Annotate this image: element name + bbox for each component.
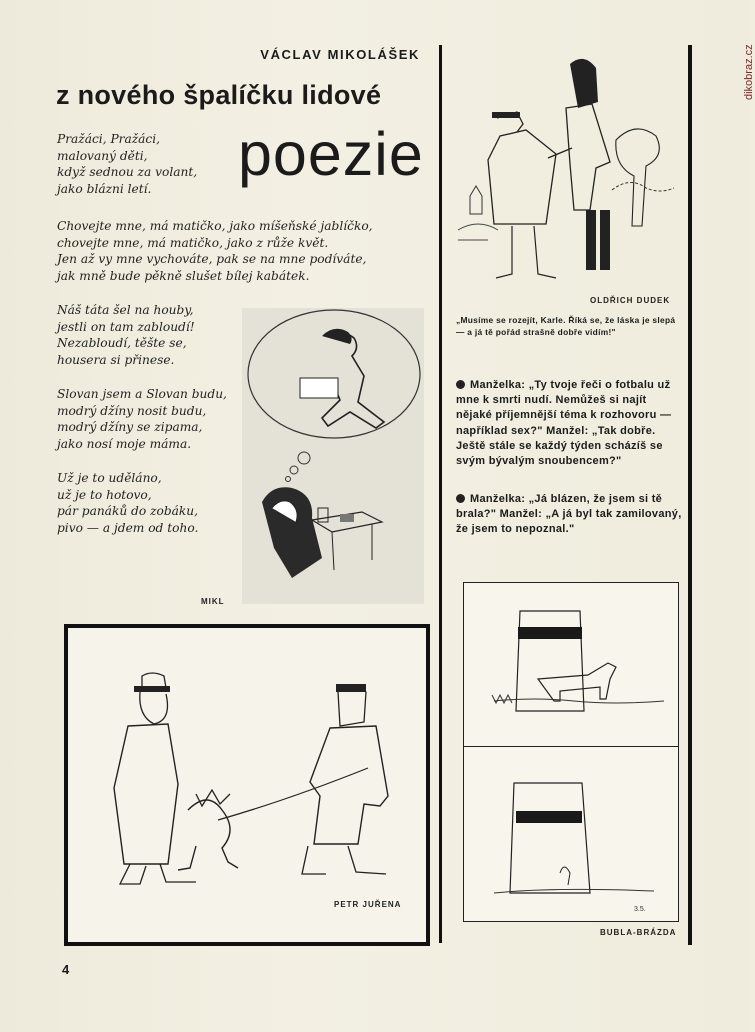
- verse-line: jak mně bude pěkně slušet bílej kabátek.: [57, 268, 310, 283]
- jurena-drawing: [68, 628, 426, 942]
- verse-line: už je to hotovo,: [57, 487, 152, 502]
- bullet-icon: [456, 380, 465, 389]
- bullet-icon: [456, 494, 465, 503]
- verse-line: Jen až vy mne vychováte, pak se na mne podíváte,: [57, 252, 367, 266]
- verse-line: housera si přinese.: [57, 352, 175, 367]
- verse-line: chovejte mne, má matičko, jako z růže květ.: [57, 235, 329, 250]
- joke-2-text: Manželka: „Já blázen, že jsem si tě brala?" Manžel: „A já byl tak zamilovaný, že jsem to nepoznal.": [456, 493, 682, 536]
- credit-bubla-brazda: BUBLA-BRÁZDA: [600, 928, 677, 937]
- panel-bottom-drawing: [464, 747, 678, 921]
- verse-line: modrý džíny se zipama,: [57, 420, 203, 434]
- verse-line: Pražáci, Pražáci,: [57, 132, 161, 146]
- watermark-text: dikobraz.cz: [743, 44, 755, 100]
- joke-2: [456, 492, 684, 538]
- author-name: VÁCLAV MIKOLÁŠEK: [260, 47, 420, 62]
- panel-signature: 3.5.: [634, 906, 646, 913]
- verse-line: malovaný děti,: [57, 148, 148, 163]
- credit-jurena: PETR JUŘENA: [334, 900, 402, 909]
- credit-dudek: OLDŘICH DUDEK: [590, 296, 671, 305]
- verse-line: Nezabloudí, těšte se,: [57, 336, 187, 350]
- cartoon-panel-bottom: [463, 746, 679, 922]
- verse-line: Slovan jsem a Slovan budu,: [57, 387, 227, 401]
- panel-top-drawing: [464, 583, 678, 747]
- verse-line: když sednou za volant,: [57, 165, 198, 179]
- cartoon-panel-top: [463, 582, 679, 748]
- verse-line: pivo — a jdem od toho.: [57, 520, 199, 535]
- jurena-cartoon-frame: [64, 624, 430, 946]
- verse-line: pár panáků do zobáku,: [57, 504, 199, 518]
- verse-line: jako blázni letí.: [57, 181, 152, 196]
- cartoon-caption: „Musíme se rozejít, Karle. Říká se, že láska je slepá — a já tě pořád strašně dobře vidím!": [456, 315, 676, 337]
- verse-line: modrý džíny nosit budu,: [57, 403, 207, 418]
- joke-1: [456, 378, 684, 469]
- credit-mikl: MIKL: [201, 597, 225, 606]
- verse-line: Už je to uděláno,: [57, 471, 162, 485]
- joke-1-text: Manželka: „Ty tvoje řeči o fotbalu už mne k smrti nudí. Nemůžeš si najít nějaké příjemnější téma k rozhovoru — například sex?" Manžel: „Tak dobře. Ještě stále se každý týden scházíš se svým bývalým snoubencem?": [456, 379, 672, 468]
- verse-line: Náš táta šel na houby,: [57, 303, 194, 317]
- article-title: z nového špalíčku lidové: [56, 80, 382, 110]
- verse-line: jestli on tam zabloudí!: [57, 319, 195, 334]
- verse-line: Chovejte mne, má matičko, jako míšeňské jablíčko,: [57, 219, 373, 233]
- article-title-poezie: poezie: [238, 120, 424, 188]
- verse-line: jako nosí moje máma.: [57, 436, 192, 451]
- page-number: 4: [62, 962, 70, 977]
